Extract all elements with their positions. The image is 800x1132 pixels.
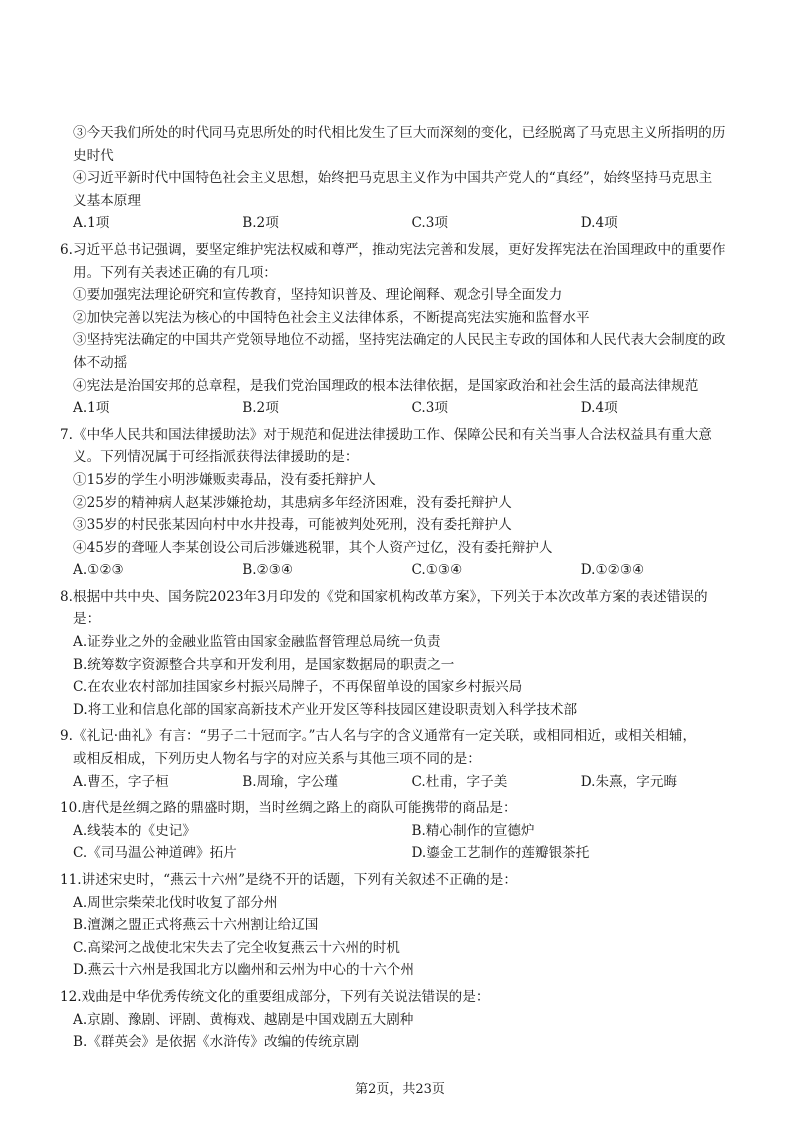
- option-a: A.线装本的《史记》: [73, 822, 196, 839]
- statement-line: ①要加强宪法理论研究和宣传教育，坚持知识普及、理论阐释、观念引导全面发力: [73, 287, 563, 304]
- statement-line: ③今天我们所处的时代同马克思所处的时代相比发生了巨大而深刻的变化，已经脱离了马克思主义所指明的历: [73, 125, 726, 141]
- question-10: [60, 797, 750, 865]
- option-b: B.②③④: [242, 562, 294, 579]
- option-d: D.朱熹，字元晦: [580, 773, 678, 790]
- question-stem: 或相反相成，下列历史人物名与字的对应关系与其他三项不同的是：: [73, 751, 481, 768]
- option-b: B.统筹数字资源整合共享和开发利用，是国家数据局的职责之一: [73, 656, 455, 673]
- option-c: C.高梁河之战使北宋失去了完全收复燕云十六州的时机: [73, 939, 400, 956]
- option-a: A.周世宗柴荣北伐时收复了部分州: [73, 894, 278, 911]
- option-b: B.2项: [242, 400, 279, 417]
- statement-line: ①15岁的学生小明涉嫌贩卖毒品，没有委托辩护人: [73, 471, 376, 488]
- option-d: D.鎏金工艺制作的莲瓣银茶托: [411, 845, 590, 862]
- question-stem: 8.根据中共中央、国务院2023年3月印发的《党和国家机构改革方案》，下列关于本次改革方案的表述错误的: [60, 588, 708, 605]
- option-b: B.周瑜，字公瑾: [242, 773, 339, 790]
- question-stem: 义。下列情况属于可经指派获得法律援助的是：: [73, 449, 359, 466]
- option-a: A.1项: [73, 215, 110, 232]
- option-d: D.将工业和信息化部的国家高新技术产业开发区等科技园区建设职责划入科学技术部: [73, 701, 578, 718]
- answer-options: [60, 559, 750, 582]
- question-12: [60, 986, 750, 1054]
- statement-line: ③35岁的村民张某因向村中水井投毒，可能被判处死刑，没有委托辩护人: [73, 517, 512, 534]
- statement-line: ④宪法是治国安邦的总章程，是我们党治国理政的根本法律依据，是国家政治和社会生活的最高法律规范: [73, 377, 699, 394]
- option-c: C.①③④: [411, 562, 463, 579]
- question-6: [60, 239, 750, 420]
- option-b: B.澶渊之盟正式将燕云十六州割让给辽国: [73, 917, 319, 934]
- option-b: B.精心制作的宣德炉: [411, 822, 535, 839]
- question-stem: 12.戏曲是中华优秀传统文化的重要组成部分，下列有关说法错误的是：: [60, 988, 490, 1005]
- statement-line: 义基本原理: [73, 192, 141, 209]
- statement-line: ④45岁的聋哑人李某创设公司后涉嫌逃税罪，其个人资产过亿，没有委托辩护人: [73, 539, 553, 556]
- option-c: C.《司马温公神道碑》拓片: [73, 845, 237, 862]
- question-9: [60, 725, 750, 793]
- statement-line: ④习近平新时代中国特色社会主义思想，始终把马克思主义作为中国共产党人的“真经”，始终坚持马克思主: [73, 170, 713, 187]
- question-stem: 7.《中华人民共和国法律援助法》对于规范和促进法律援助工作、保障公民和有关当事人合法权益具有重大意: [60, 426, 712, 443]
- answer-options: [60, 820, 750, 843]
- option-b: B.2项: [242, 215, 279, 232]
- answer-options: [60, 842, 750, 865]
- question-stem: 6.习近平总书记强调，要坚定维护宪法权威和尊严，推动宪法完善和发展，更好发挥宪法在治国理政中的重要作: [60, 241, 726, 258]
- statement-line: 体不动摇: [73, 354, 128, 371]
- answer-options: [60, 397, 750, 420]
- question-stem: 11.讲述宋史时，“燕云十六州”是绕不开的话题，下列有关叙述不正确的是：: [60, 872, 517, 888]
- statement-line: 史时代: [73, 147, 114, 164]
- question-8: [60, 586, 750, 722]
- option-a: A.1项: [73, 400, 110, 417]
- answer-options: [60, 212, 750, 235]
- answer-options: [60, 771, 750, 794]
- option-c: C.在农业农村部加挂国家乡村振兴局牌子，不再保留单设的国家乡村振兴局: [73, 679, 523, 696]
- question-stem: 用。下列有关表述正确的有几项：: [73, 264, 277, 281]
- page-content: [60, 122, 750, 1054]
- statement-line: ②加快完善以宪法为核心的中国特色社会主义法律体系，不断提高宪法实施和监督水平: [73, 309, 590, 326]
- question-11: [60, 869, 750, 982]
- page-number: 第2页，共23页: [355, 1082, 445, 1097]
- option-d: D.①②③④: [580, 562, 645, 579]
- statement-line: ③坚持宪法确定的中国共产党领导地位不动摇，坚持宪法确定的人民民主专政的国体和人民代表大会制度的政: [73, 332, 726, 349]
- option-d: D.燕云十六州是我国北方以幽州和云州为中心的十六个州: [73, 962, 414, 979]
- question-stem: 是：: [73, 611, 101, 628]
- option-a: A.证券业之外的金融业监管由国家金融监督管理总局统一负责: [73, 634, 441, 651]
- option-a: A.曹丕，字子桓: [73, 773, 169, 790]
- option-c: C.杜甫，字子美: [411, 773, 508, 790]
- q5-continuation: [60, 122, 750, 235]
- statement-line: ②25岁的精神病人赵某涉嫌抢劫，其患病多年经济困难，没有委托辩护人: [73, 494, 512, 511]
- option-a: A.①②③: [73, 562, 124, 579]
- option-b: B.《群英会》是依据《水浒传》改编的传统京剧: [73, 1034, 360, 1051]
- option-c: C.3项: [411, 400, 448, 417]
- option-c: C.3项: [411, 215, 448, 232]
- option-d: D.4项: [580, 215, 618, 232]
- question-7: [60, 424, 750, 582]
- option-d: D.4项: [580, 400, 618, 417]
- question-stem: 10.唐代是丝绸之路的鼎盛时期，当时丝绸之路上的商队可能携带的商品是：: [60, 800, 517, 817]
- option-a: A.京剧、豫剧、评剧、黄梅戏、越剧是中国戏剧五大剧种: [73, 1011, 414, 1028]
- question-stem: 9.《礼记·曲礼》有言：“男子二十冠而字。”古人名与字的含义通常有一定关联，或相同相近，或相关相辅，: [60, 728, 697, 745]
